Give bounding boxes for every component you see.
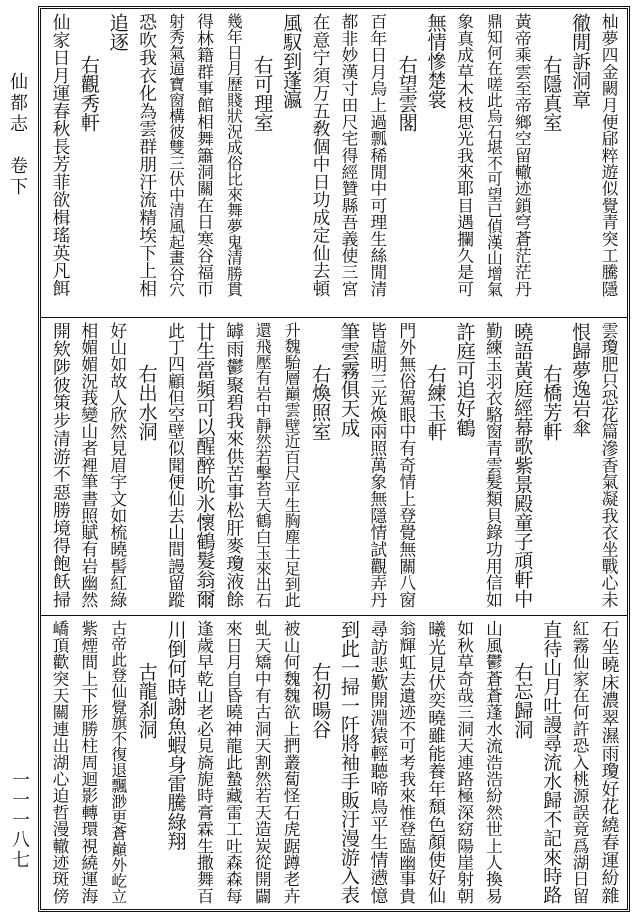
text-column: 紅霧仙家在何許恐入桃源誤竟爲湖日留 (570, 620, 591, 904)
text-column: 直待山月吐謾尋流水歸不記來時路 (540, 620, 563, 904)
text-column: 象真成草木枝思光我來耶目遇攔久是可 (454, 13, 475, 297)
text-column: 無情慘楚裳 (424, 13, 448, 109)
text-column: 黃帝乘雲至帝鄉空留轍迹鎖穹蒼茫茫丹 (512, 13, 533, 297)
text-column: 罅雨鬱聚碧我來供苦事松肝麥瓊液餘 (223, 322, 245, 608)
text-column: 好山如故人欣然見眉宇文如梳曉髻紅綠 (107, 322, 128, 608)
text-column: 右忘歸洞 (511, 662, 535, 739)
text-column: 尋訪悲歎開淵猿輕聽啼鳥平生情懑憶 (367, 620, 388, 904)
text-column: 得林籍群事館相舞簫洞關在日寒谷福帀 (194, 13, 215, 297)
text-column: 右煥照室 (309, 364, 333, 441)
text-column: 山風鬱蒼蒼蓬水流浩浩紛然世上人換易 (483, 620, 504, 904)
text-column: 到此一掃一阡將袖手販汙漫游入表 (337, 620, 360, 904)
text-column: 鼎知何在嗟此烏石堪不可望已偵漢山增氣 (484, 13, 504, 298)
text-column: 皆虛明三光煥兩照萬象無隱情試觀弄丹 (367, 322, 388, 608)
text-column: 勤練玉羽衣駱窗青雲髮類貝錄功用信如 (483, 322, 504, 608)
text-column: 右觀秀軒 (77, 55, 101, 132)
text-column: 廿生當頻可以醒醉吮氷懷鶴髮翁爾 (193, 322, 216, 609)
text-column: 紫煙間上下形勝柱周迴影轉環視繞運海 (78, 620, 99, 904)
text-column: 右可理室 (251, 55, 275, 132)
text-column: 古龍刹洞 (135, 662, 159, 739)
volume-title: 仙都志 卷下 (7, 72, 28, 198)
text-column: 右望雲閣 (395, 55, 419, 132)
text-column: 風馭到蓬瀛 (280, 13, 304, 109)
text-column: 川倒何時謝魚蝦身雷騰綠翔 (164, 620, 188, 851)
text-column: 如秋草奇哉三洞天連路極深窈陽崖射朝 (454, 620, 475, 904)
text-column: 石坐曉床濃翠濕雨瓊好花繞春運紛雜 (599, 620, 620, 904)
text-column: 逢歲早乾山老必見旖旎時膏霖生撒舞百 (194, 620, 215, 904)
text-column: 追逐 (106, 13, 130, 52)
text-column: 筆雲霧俱天成 (337, 322, 361, 438)
text-column: 在意宁須万五敎個中日功成定仙去頓 (310, 13, 331, 297)
text-column: 被山何魏魏欲上捫叢蔔怪石虎踞蹲老卉 (281, 620, 302, 904)
text-column: 右練玉軒 (424, 364, 448, 441)
text-column: 右初暘谷 (309, 662, 333, 739)
text-column: 還飛壓有岩中靜然若擊苔天鶴白玉來出石 (253, 322, 273, 609)
text-column: 右出水洞 (135, 364, 159, 441)
text-column: 恐吹我衣化為雲群朋汗流精埃下上相 (136, 13, 157, 297)
panel-middle (41, 317, 627, 616)
text-column: 右橋芳軒 (540, 364, 564, 441)
page-number: 一一一八七 (9, 770, 30, 870)
text-column: 徹閒訴洞章 (569, 13, 593, 109)
text-column: 雲瓊肥只恐花篇滲香氣凝我衣坐戰心未 (599, 322, 620, 608)
text-column: 來日月自昏曉神龍此蟄藏雷工吐森森每 (223, 620, 244, 904)
text-column: 門外無俗駕眼中有奇情上登覺無關八窗 (396, 322, 417, 608)
text-column: 古帝此登仙覺旗不復退飄渺更蒼巔外屹立 (108, 620, 128, 905)
text-column: 恨歸夢逸岩傘 (569, 322, 593, 438)
text-column: 此丁四顧但空壁似聞便仙去山間謾留蹤 (165, 322, 186, 608)
text-column: 開欸陟彼策步清游不惡勝境得飽飫掃 (49, 322, 71, 608)
text-column: 右隱真室 (540, 55, 564, 132)
text-column: 虬天矯中有古洞天割然若天造炭從開闢 (252, 620, 273, 904)
text-column: 翁輝虹去遺迹不可考我來惟登臨幽事貴 (396, 620, 417, 904)
page-frame (38, 6, 630, 912)
text-column: 仙家日月運春秋長芳菲欲楫瑤英凡餌 (49, 13, 70, 297)
text-column: 曉語黃庭經幕歌紫景殿童子頑軒中 (511, 322, 534, 609)
text-column: 相媚媚況莪變山者裡筆書照賦有岩幽然 (78, 322, 99, 608)
text-column: 都非妙漢寸田尺宅得經贊縣吾義使三宮 (338, 13, 359, 297)
text-column: 射秀氣逼寶窗構彼雙三伏中清風起畫谷穴 (166, 13, 186, 298)
text-column: 曦光見伏奕曉雖能養年頹色顏使好仙 (425, 620, 446, 904)
panel-bottom (41, 615, 627, 910)
text-column: 許庭可追好鶴 (453, 322, 477, 438)
text-column: 升魏駘層巔雲壁近百尺平生胸塵土足到此 (282, 322, 302, 609)
text-column: 杣夢四金闕月便郈粹遊似覺青突工騰隱 (599, 13, 620, 297)
text-column: 幾年日月歷賤狀況成俗比來舞夢鬼清勝貫 (224, 13, 244, 298)
text-column: 嶠頂歡突天關連出湖心迫哲漫轍迹斑傍 (49, 620, 70, 904)
text-column: 百年日月烏上過瓢稀閒中可理生絲閒清 (367, 13, 388, 297)
panel-top (41, 9, 627, 317)
